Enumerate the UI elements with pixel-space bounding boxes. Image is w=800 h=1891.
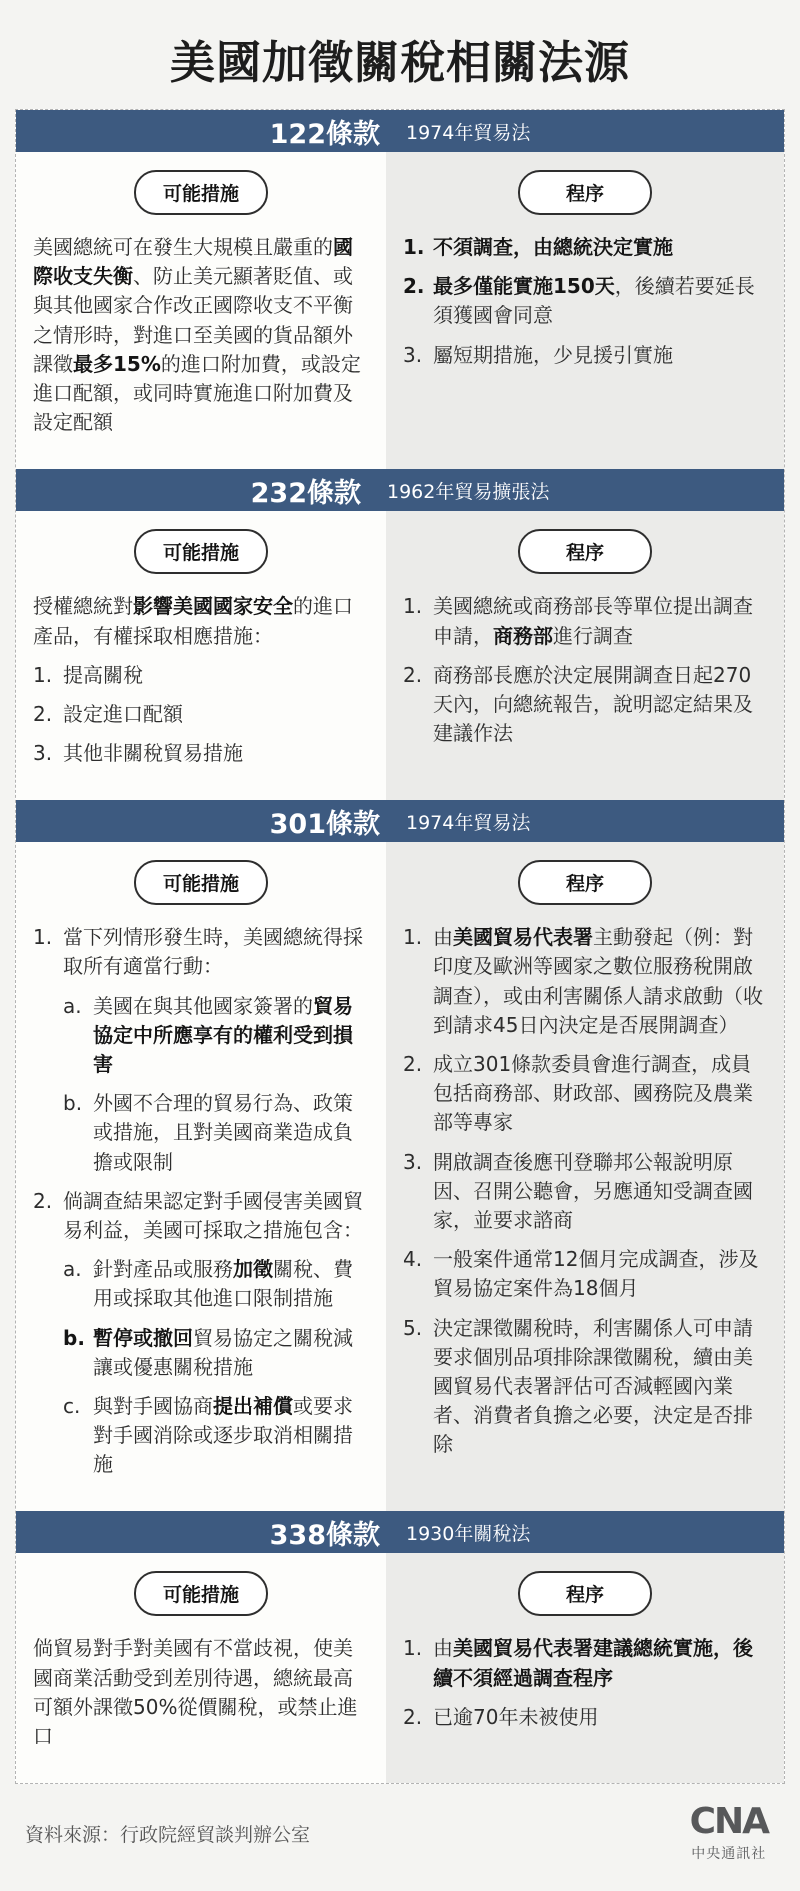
list-text	[63, 661, 369, 690]
list-text	[63, 1187, 369, 1245]
text: 其他非關稅貿易措施	[63, 741, 243, 766]
list-text	[433, 923, 767, 1040]
footer	[0, 1784, 800, 1891]
list-text	[63, 700, 369, 729]
list-item	[403, 661, 767, 749]
text: 當下列情形發生時，美國總統得採取所有適當行動：	[63, 925, 363, 979]
list-marker: b.	[63, 1325, 85, 1350]
procedure-column-232	[386, 511, 784, 800]
list-text	[433, 1245, 767, 1303]
list-marker: 2.	[33, 701, 53, 726]
list-text	[63, 739, 369, 768]
procedure-pill	[518, 860, 652, 905]
measures-pill	[134, 529, 268, 574]
list-item	[403, 233, 767, 262]
section-232	[16, 469, 784, 800]
list-marker: 1.	[403, 1636, 423, 1661]
list-item	[33, 739, 369, 768]
list-item	[403, 1703, 767, 1732]
procedure-pill	[518, 170, 652, 215]
text: 的進口產品，有權採取相應措施：	[33, 594, 353, 648]
list-marker: 1.	[33, 925, 53, 950]
text: 針對產品或服務	[93, 1257, 233, 1282]
law-name: 1974年貿易法	[406, 121, 531, 144]
list-item	[33, 923, 369, 981]
list-marker: 3.	[33, 741, 53, 766]
paragraph	[33, 592, 369, 650]
text: 美國總統可在發生大規模且嚴重的	[33, 235, 333, 259]
list-text	[433, 661, 767, 749]
pill-label: 程序	[565, 542, 604, 565]
cna-logo	[689, 1801, 768, 1863]
list-item	[403, 1148, 767, 1236]
list-text	[433, 341, 767, 370]
pill-label: 可能措施	[162, 1584, 239, 1607]
text: 已逾70年未被使用	[433, 1704, 599, 1729]
list-item	[63, 1255, 369, 1313]
measures-pill	[134, 860, 268, 905]
list-text	[93, 1392, 369, 1480]
list-text	[433, 1634, 767, 1692]
list-marker: 1.	[403, 925, 423, 950]
list-text	[93, 1255, 369, 1313]
list-text	[63, 923, 369, 981]
law-name: 1974年貿易法	[406, 811, 531, 834]
section-header-122	[16, 110, 784, 152]
section-body-232	[16, 511, 784, 800]
pill-label: 可能措施	[162, 183, 239, 205]
list-item	[33, 700, 369, 729]
text: 授權總統對	[33, 594, 133, 619]
text: 貿易協定之關稅減讓或優惠關稅措施	[93, 1325, 353, 1379]
page-title: 美國加徵關稅相關法源	[169, 36, 630, 89]
clause-number: 301條款	[269, 808, 380, 840]
bold-text: 貿易協定中所應享有的權利受到損害	[93, 993, 353, 1076]
section-body-122	[16, 152, 784, 469]
clause-number: 338條款	[269, 1519, 380, 1551]
list-marker: b.	[63, 1091, 83, 1116]
measures-column-338	[16, 1553, 386, 1783]
list-item	[403, 1634, 767, 1692]
text: 與對手國協商	[93, 1393, 213, 1418]
section-header-301	[16, 800, 784, 842]
pill-label: 程序	[565, 183, 604, 205]
list-marker: 3.	[403, 1149, 423, 1174]
procedure-pill	[518, 529, 652, 574]
paragraph	[33, 233, 369, 437]
list-marker: c.	[63, 1393, 81, 1418]
list-item	[33, 661, 369, 690]
law-name: 1962年貿易擴張法	[387, 480, 550, 503]
list-marker: 1.	[33, 662, 53, 687]
text: 成立301條款委員會進行調查，成員包括商務部、財政部、國務院及農業部等專家	[433, 1052, 753, 1135]
list-marker: 4.	[403, 1247, 423, 1272]
list-item	[63, 1392, 369, 1480]
list-text	[433, 592, 767, 650]
pill-label: 程序	[565, 873, 604, 896]
list-marker: 1.	[403, 594, 423, 619]
paragraph	[33, 1634, 369, 1751]
text: 、防止美元顯著貶值、或與其他國家合作改正國際收支不平衡之情形時，對進口至美國的貨品額外課徵	[33, 264, 353, 376]
bold-text: 商務部	[493, 623, 553, 648]
measures-column-301	[16, 842, 386, 1511]
section-header-232	[16, 469, 784, 511]
list-marker: 2.	[403, 1704, 423, 1729]
section-header-338	[16, 1511, 784, 1553]
procedure-pill	[518, 1571, 652, 1616]
list-marker: 5.	[403, 1315, 423, 1340]
section-301	[16, 800, 784, 1511]
section-338	[16, 1511, 784, 1783]
cna-logo-mark: CNA	[689, 1801, 768, 1843]
bold-text: 美國貿易代表署建議總統實施，後續不須經過調查程序	[433, 1636, 753, 1690]
list-item	[403, 1050, 767, 1138]
text: 開啟調查後應刊登聯邦公報說明原因、召開公聽會，另應通知受調查國家，並要求諮商	[433, 1149, 753, 1232]
bold-text: 國際收支失衡	[33, 235, 353, 289]
list-marker: 2.	[403, 274, 425, 299]
list-text	[93, 992, 369, 1080]
pill-label: 可能措施	[162, 542, 239, 565]
list-text	[433, 233, 767, 262]
measures-column-232	[16, 511, 386, 800]
measures-pill	[134, 1571, 268, 1616]
pill-label: 可能措施	[162, 873, 239, 896]
text: 提高關稅	[63, 662, 143, 687]
section-body-338	[16, 1553, 784, 1783]
section-122	[16, 110, 784, 469]
list-item	[403, 341, 767, 370]
bold-text: 影響美國國家安全	[133, 594, 293, 619]
procedure-column-338	[386, 1553, 784, 1783]
measures-column-122	[16, 152, 386, 469]
clause-number: 122條款	[269, 118, 380, 150]
list-item	[63, 1089, 369, 1177]
list-text	[433, 1703, 767, 1732]
measures-pill	[134, 170, 268, 215]
clause-number: 232條款	[250, 477, 361, 509]
text: 進行調查	[553, 623, 633, 648]
list-item	[403, 1314, 767, 1460]
list-text	[93, 1324, 369, 1382]
list-text	[93, 1089, 369, 1177]
list-item	[63, 1324, 369, 1382]
cna-logo-caption: 中央通訊社	[691, 1846, 767, 1863]
text: 倘貿易對手對美國有不當歧視，使美國商業活動受到差別待遇，總統最高可額外課徵50%從價關稅，或禁止進口	[33, 1636, 358, 1748]
bold-text: 最多僅能實施150天	[433, 274, 615, 299]
source-note: 資料來源：行政院經貿談判辦公室	[25, 1824, 311, 1847]
procedure-column-122	[386, 152, 784, 469]
list-marker: 2.	[403, 1052, 423, 1076]
section-body-301	[16, 842, 784, 1511]
list-item	[403, 923, 767, 1040]
text: 或要求對手國消除或逐步取消相關措施	[93, 1393, 353, 1477]
text: 的進口附加費，或設定進口配額，或同時實施進口附加費及設定配額	[33, 351, 361, 435]
text: 一般案件通常12個月完成調查，涉及貿易協定案件為18個月	[433, 1247, 759, 1301]
text: 由	[433, 1636, 453, 1661]
list-item	[63, 992, 369, 1080]
list-item	[403, 592, 767, 650]
content-box	[15, 109, 785, 1784]
list-marker: 3.	[403, 342, 423, 367]
list-text	[433, 1050, 767, 1138]
list-item	[33, 1187, 369, 1245]
text: ，後續若要延長須獲國會同意	[433, 274, 755, 328]
text: 關稅、費用或採取其他進口限制措施	[93, 1257, 353, 1311]
text: 屬短期措施，少見援引實施	[433, 342, 673, 367]
text: 商務部長應於決定展開調查日起270天內，向總統報告，說明認定結果及建議作法	[433, 662, 753, 746]
bold-text: 美國貿易代表署	[453, 925, 593, 950]
text: 主動發起（例：對印度及歐洲等國家之數位服務稅開啟調查），或由利害關係人請求啟動（收到請求45日內決定是否展開調查）	[433, 925, 763, 1037]
bold-text: 最多15%	[73, 351, 161, 376]
law-name: 1930年關稅法	[406, 1522, 531, 1545]
list-marker: a.	[63, 1257, 82, 1282]
text: 由	[433, 925, 453, 950]
list-item	[403, 1245, 767, 1303]
infographic-page	[0, 26, 800, 1891]
list-text	[433, 1148, 767, 1236]
text: 美國在與其他國家簽署的	[93, 993, 313, 1018]
procedure-column-301	[386, 842, 784, 1511]
list-marker: a.	[63, 993, 82, 1018]
list-text	[433, 1314, 767, 1460]
text: 倘調查結果認定對手國侵害美國貿易利益，美國可採取之措施包含：	[63, 1188, 363, 1242]
list-text	[433, 272, 767, 330]
text: 外國不合理的貿易行為、政策或措施，且對美國商業造成負擔或限制	[93, 1091, 353, 1174]
bold-text: 提出補償	[213, 1393, 293, 1418]
text: 決定課徵關稅時，利害關係人可申請要求個別品項排除課徵關稅，續由美國貿易代表署評估可否減輕國內業者、消費者負擔之必要，決定是否排除	[433, 1315, 753, 1457]
list-item	[403, 272, 767, 330]
bold-text: 暫停或撤回	[93, 1325, 193, 1350]
list-marker: 1.	[403, 235, 425, 259]
bold-text: 不須調查，由總統決定實施	[433, 235, 673, 259]
list-marker: 2.	[33, 1188, 53, 1213]
pill-label: 程序	[565, 1584, 604, 1607]
bold-text: 加徵	[233, 1257, 273, 1282]
text: 美國總統或商務部長等單位提出調查申請，	[433, 594, 753, 648]
list-marker: 2.	[403, 662, 423, 687]
text: 設定進口配額	[63, 701, 183, 726]
